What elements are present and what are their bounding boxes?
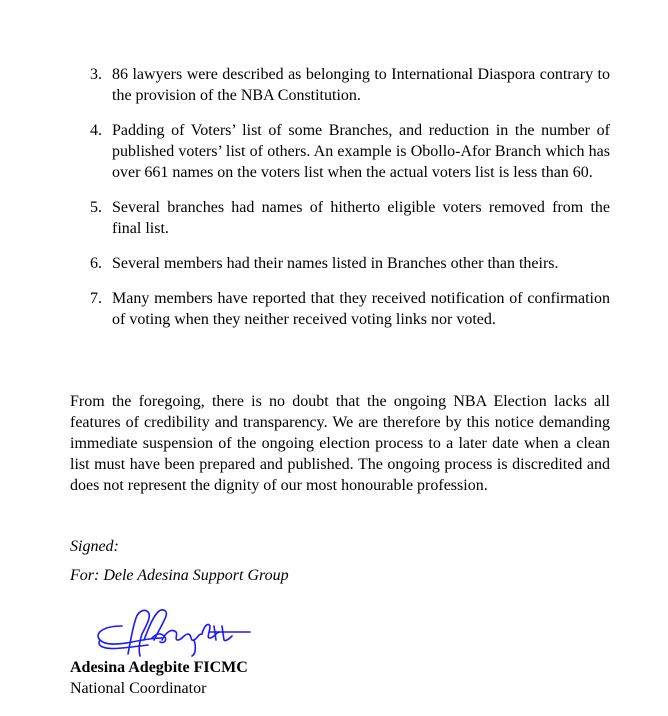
signer-name: Adesina Adegbite FICMC <box>70 659 248 676</box>
list-item-number: 3. <box>90 66 102 83</box>
list-item-text: Several members had their names listed in Branches other than theirs. <box>112 255 559 272</box>
handwritten-signature-icon <box>92 604 252 664</box>
conclusion-paragraph: From the foregoing, there is no doubt that the ongoing NBA Election lacks all features of credibility and transparency. We are therefore by this notice demanding immediate suspension of the ongoing election process to a later date when a clean list must have been prepared and published. The ongoing process is discredited and does not represent the dignity of our most honourable profession. <box>70 393 610 494</box>
list-item-number: 4. <box>90 122 102 139</box>
list-item <box>90 64 610 106</box>
signed-label: Signed: <box>70 538 119 555</box>
list-item-number: 6. <box>90 255 102 272</box>
issues-list <box>90 64 610 344</box>
list-item-text: Many members have reported that they received notification of confirmation of voting when they neither received voting links nor voted. <box>112 290 610 328</box>
list-item-text: Padding of Voters’ list of some Branches, and reduction in the number of published voters’ list of others. An example is Obollo-Afor Branch which has over 661 names on the voters list when the actual voters list is less than 60. <box>112 122 610 181</box>
list-item <box>90 120 610 183</box>
signer-title: National Coordinator <box>70 680 207 697</box>
for-group-line: For: Dele Adesina Support Group <box>70 567 289 584</box>
list-item-number: 5. <box>90 199 102 216</box>
list-item-number: 7. <box>90 290 102 307</box>
list-item-text: Several branches had names of hitherto eligible voters removed from the final list. <box>112 199 610 237</box>
list-item <box>90 253 610 274</box>
list-item <box>90 197 610 239</box>
list-item-text: 86 lawyers were described as belonging to International Diaspora contrary to the provision of the NBA Constitution. <box>112 66 610 104</box>
list-item <box>90 288 610 330</box>
